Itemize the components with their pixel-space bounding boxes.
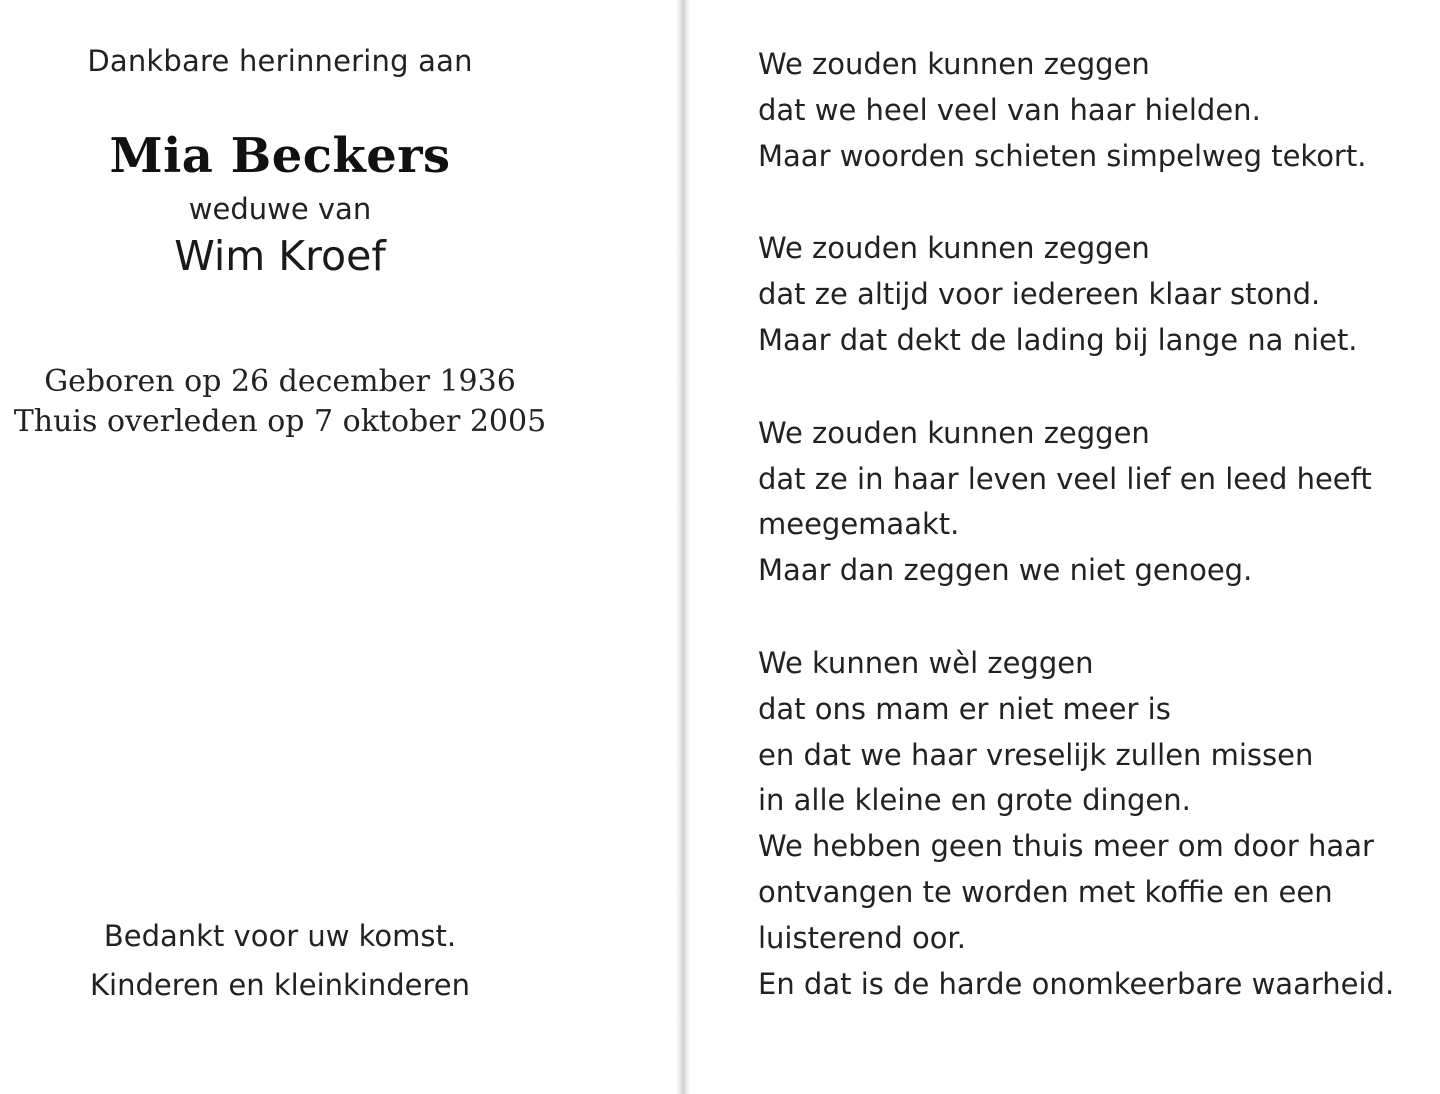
poem-line: luisterend oor. [758, 920, 966, 955]
signed-by: Kinderen en kleinkinderen [90, 968, 470, 1002]
poem-line: We zouden kunnen zeggen [758, 47, 1150, 81]
poem-line: We kunnen wèl zeggen [758, 645, 1094, 680]
poem-stanza [758, 226, 1398, 363]
death-date: Thuis overleden op 7 oktober 2005 [13, 404, 547, 439]
spouse-name: Wim Kroef [174, 232, 386, 280]
poem-stanza [758, 411, 1398, 594]
widow-of-text: weduwe van [188, 192, 372, 226]
poem-line: en dat we haar vreselijk zullen missen [758, 737, 1314, 772]
poem-line: ontvangen te worden met koffie en een [758, 874, 1333, 909]
poem-line: We zouden kunnen zeggen [758, 231, 1150, 266]
birth-date: Geboren op 26 december 1936 [44, 364, 516, 399]
poem-line: En dat is de harde onomkeerbare waarheid. [758, 966, 1395, 1001]
poem-line: dat ze in haar leven veel lief en leed heeft [758, 461, 1372, 496]
intro-text: Dankbare herinnering aan [87, 44, 473, 78]
poem [758, 42, 1398, 1054]
poem-line: We hebben geen thuis meer om door haar [758, 829, 1374, 864]
deceased-name: Mia Beckers [109, 128, 451, 184]
poem-line: in alle kleine en grote dingen. [758, 783, 1191, 818]
poem-line: Maar woorden schieten simpelweg tekort. [758, 138, 1367, 173]
closing-block [0, 912, 560, 1010]
poem-line: Maar dan zeggen we niet genoeg. [758, 553, 1253, 588]
poem-line: meegemaakt. [758, 507, 960, 542]
poem-stanza [758, 42, 1398, 179]
poem-line: dat ze altijd voor iedereen klaar stond. [758, 277, 1321, 312]
poem-line: dat ons mam er niet meer is [758, 691, 1171, 726]
card-fold [676, 0, 690, 1094]
poem-line: dat we heel veel van haar hielden. [758, 92, 1261, 127]
poem-line: We zouden kunnen zeggen [758, 415, 1150, 450]
thanks-text: Bedankt voor uw komst. [103, 919, 457, 953]
life-dates [0, 362, 560, 442]
poem-stanza [758, 641, 1398, 1007]
poem-line: Maar dat dekt de lading bij lange na niet. [758, 322, 1358, 357]
